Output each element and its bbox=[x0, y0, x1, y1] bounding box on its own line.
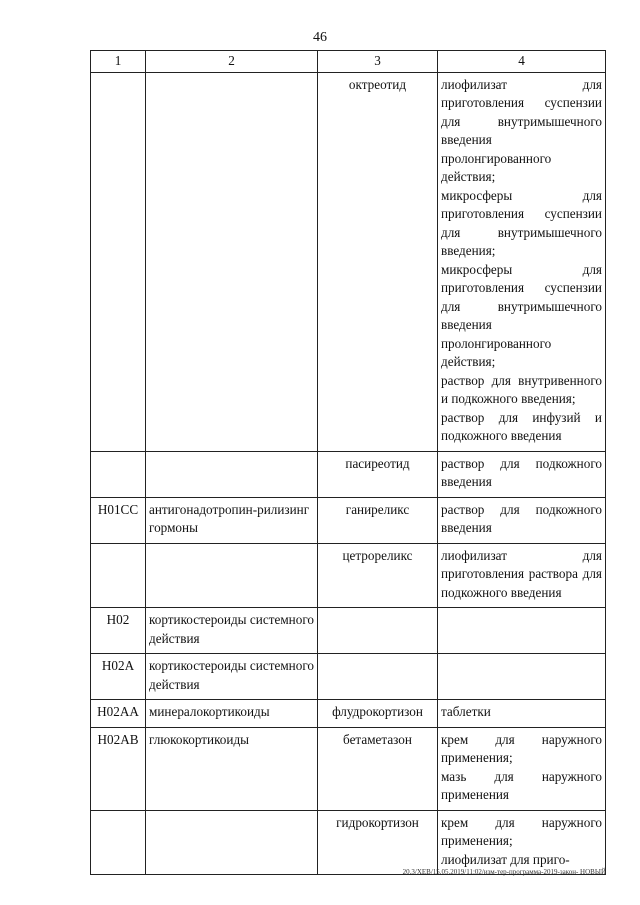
drug-name-cell: флудрокортизон bbox=[318, 700, 438, 728]
column-number: 3 bbox=[318, 51, 438, 73]
dosage-form-cell bbox=[438, 451, 606, 497]
dosage-form: микросферы для приготовления суспензии для внутримышечного введения; bbox=[441, 187, 602, 258]
dosage-form-cell bbox=[438, 810, 606, 875]
dosage-form-cell bbox=[438, 543, 606, 608]
atc-code-cell: H01CC bbox=[91, 497, 146, 543]
table-body bbox=[91, 51, 606, 875]
anatomical-group-cell bbox=[146, 72, 318, 451]
anatomical-group-cell: минералокортикоиды bbox=[146, 700, 318, 728]
drug-table bbox=[90, 50, 606, 875]
dosage-form: лиофилизат для приготовления раствора для подкожного введения bbox=[441, 547, 602, 600]
dosage-form: раствор для подкожного введения bbox=[441, 501, 602, 535]
dosage-form: микросферы для приготовления суспензии для внутримышечного введения пролонгированного действия; bbox=[441, 261, 602, 369]
table-row bbox=[91, 543, 606, 608]
atc-code-cell: H02AB bbox=[91, 727, 146, 810]
drug-name-cell bbox=[318, 608, 438, 654]
anatomical-group-cell: кортикостероиды системного действия bbox=[146, 608, 318, 654]
table-row bbox=[91, 654, 606, 700]
atc-code-cell: H02 bbox=[91, 608, 146, 654]
dosage-form-cell bbox=[438, 654, 606, 700]
dosage-form: крем для наружного применения; bbox=[441, 814, 602, 848]
anatomical-group-cell: кортикостероиды системного действия bbox=[146, 654, 318, 700]
dosage-form-cell bbox=[438, 497, 606, 543]
anatomical-group-cell bbox=[146, 810, 318, 875]
drug-name-cell: цетрореликс bbox=[318, 543, 438, 608]
dosage-form: лиофилизат для приготовления суспензии для внутримышечного введения пролонгированного действия; bbox=[441, 76, 602, 184]
table-row bbox=[91, 497, 606, 543]
atc-code-cell bbox=[91, 451, 146, 497]
dosage-form-cell bbox=[438, 608, 606, 654]
anatomical-group-cell: глюкокортикоиды bbox=[146, 727, 318, 810]
column-number: 2 bbox=[146, 51, 318, 73]
dosage-form: мазь для наружного применения bbox=[441, 768, 602, 802]
table-row bbox=[91, 700, 606, 728]
dosage-form-cell bbox=[438, 727, 606, 810]
anatomical-group-cell bbox=[146, 543, 318, 608]
drug-name-cell: гидрокортизон bbox=[318, 810, 438, 875]
dosage-form: таблетки bbox=[441, 704, 491, 719]
drug-name-cell: пасиреотид bbox=[318, 451, 438, 497]
atc-code-cell bbox=[91, 810, 146, 875]
anatomical-group-cell bbox=[146, 451, 318, 497]
table-row bbox=[91, 727, 606, 810]
table-row bbox=[91, 810, 606, 875]
drug-name-cell: октреотид bbox=[318, 72, 438, 451]
table-row bbox=[91, 608, 606, 654]
dosage-form: раствор для внутривенного и подкожного введения; bbox=[441, 372, 602, 406]
column-number-row bbox=[91, 51, 606, 73]
column-number: 1 bbox=[91, 51, 146, 73]
atc-code-cell bbox=[91, 72, 146, 451]
footer-file-path: 20.3/ХЕВ/15.05.2019/11:02/изм-тер-программа-2019-закон- НОВЫЙ bbox=[402, 868, 606, 876]
dosage-form: лиофилизат для приго- bbox=[441, 851, 570, 867]
dosage-form-cell bbox=[438, 72, 606, 451]
dosage-form: раствор для подкожного введения bbox=[441, 455, 602, 489]
atc-code-cell: H02AA bbox=[91, 700, 146, 728]
dosage-form: раствор для инфузий и подкожного введения bbox=[441, 409, 602, 443]
drug-name-cell bbox=[318, 654, 438, 700]
drug-name-cell: ганиреликс bbox=[318, 497, 438, 543]
column-number: 4 bbox=[438, 51, 606, 73]
dosage-form-cell bbox=[438, 700, 606, 728]
atc-code-cell: H02A bbox=[91, 654, 146, 700]
table-row bbox=[91, 451, 606, 497]
anatomical-group-cell: антигонадотропин-рилизинг гормоны bbox=[146, 497, 318, 543]
dosage-form: крем для наружного применения; bbox=[441, 731, 602, 765]
atc-code-cell bbox=[91, 543, 146, 608]
page-number: 46 bbox=[313, 30, 327, 45]
table-row bbox=[91, 72, 606, 451]
drug-name-cell: бетаметазон bbox=[318, 727, 438, 810]
